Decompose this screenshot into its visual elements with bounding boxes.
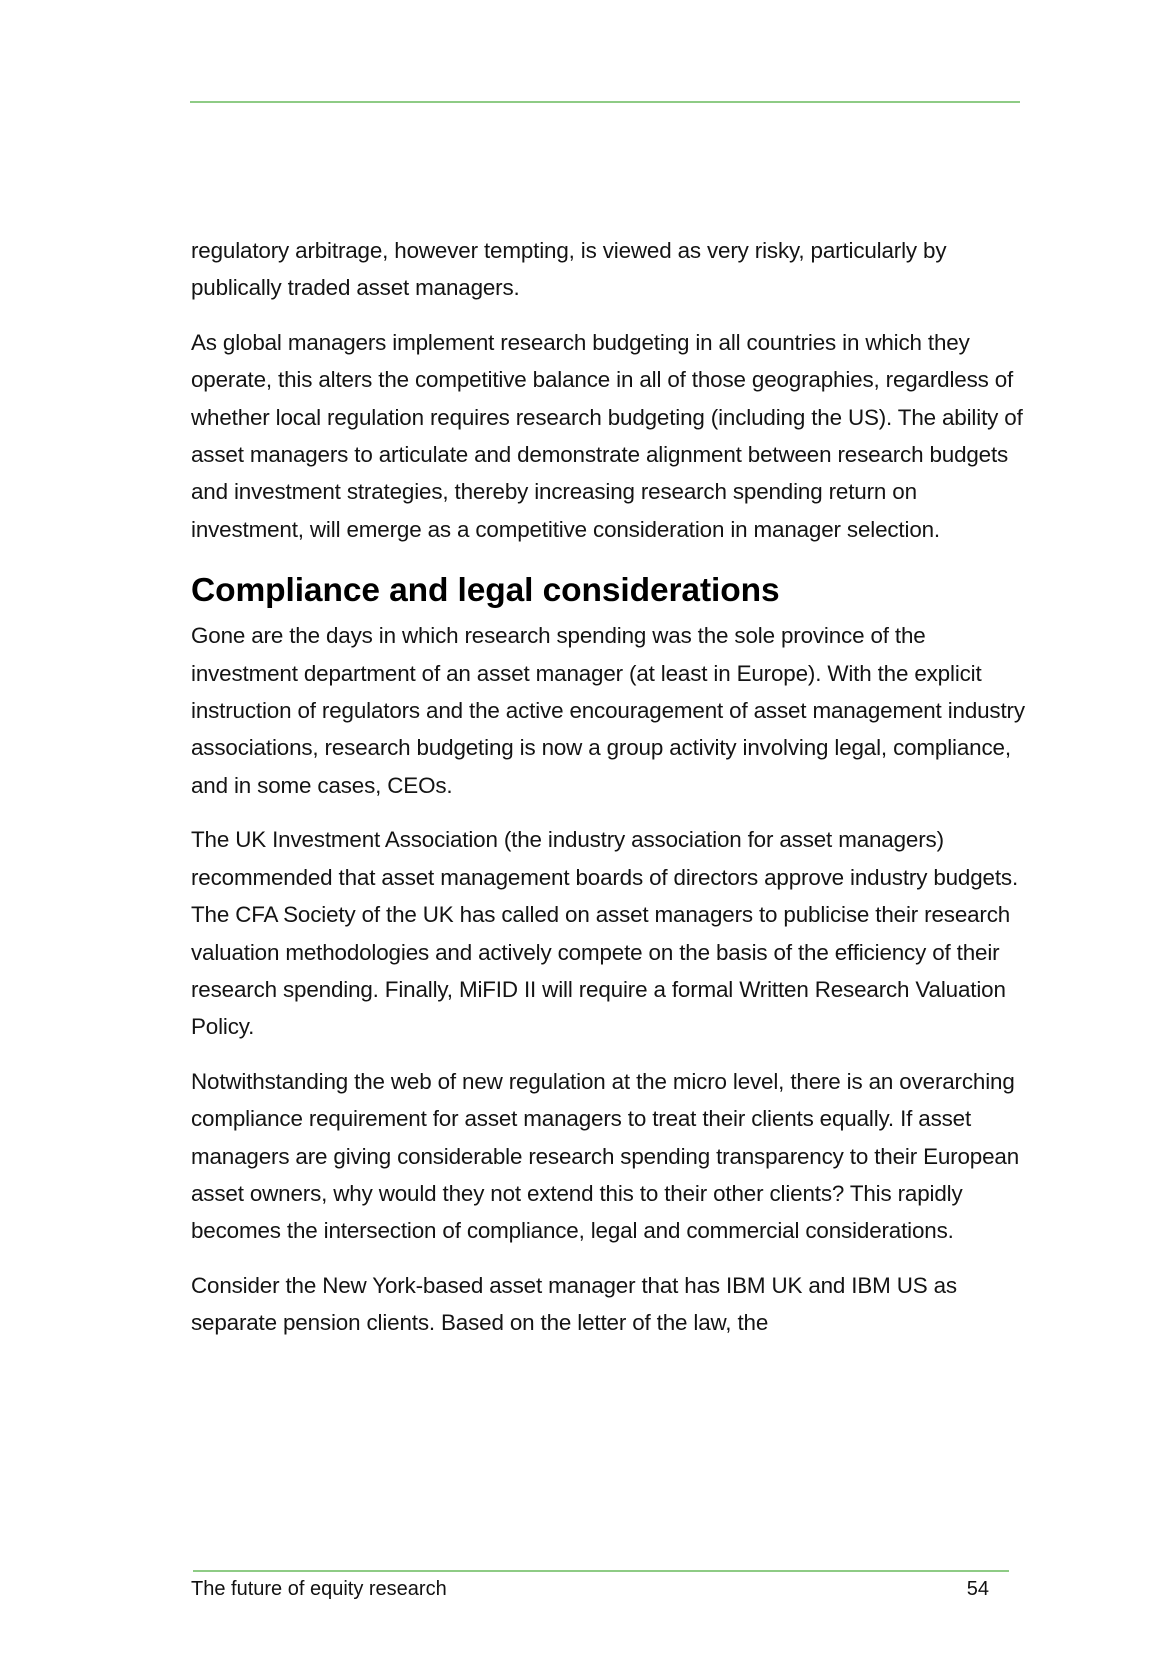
footer-document-title: The future of equity research <box>191 1578 447 1600</box>
paragraph: Consider the New York-based asset manager that has IBM UK and IBM US as separate pension clients. Based on the letter of the law, the <box>191 1272 957 1336</box>
paragraph: Gone are the days in which research spending was the sole province of the investment department of an asset manager (at least in Europe). With the explicit instruction of regulators and the active encouragement of asset management industry associations, research budgeting is now a group activity involving legal, compliance, and in some cases, CEOs. <box>191 623 1025 798</box>
paragraph: As global managers implement research budgeting in all countries in which they operate, this alters the competitive balance in all of those geographies, regardless of whether local regulation requires research budgeting (including the US). The ability of asset managers to articulate and demonstrate alignment between research budgets and investment strategies, thereby increasing research spending return on investment, will emerge as a competitive consideration in manager selection. <box>191 329 1023 542</box>
header-rule <box>190 101 1020 103</box>
paragraph: Notwithstanding the web of new regulation at the micro level, there is an overarching compliance requirement for asset managers to treat their clients equally. If asset managers are giving considerable research spending transparency to their European asset owners, why would they not extend this to their other clients? This rapidly becomes the intersection of compliance, legal and commercial considerations. <box>191 1068 1020 1244</box>
paragraph: The UK Investment Association (the industry association for asset managers) recommended that asset management boards of directors approve industry budgets. The CFA Society of the UK has called on asset managers to publicise their research valuation methodologies and actively compete on the basis of the efficiency of their research spending. Finally, MiFID II will require a formal Written Research Valuation Policy. <box>191 827 1019 1040</box>
page-footer <box>191 1576 989 1602</box>
page-content <box>191 232 1031 1359</box>
footer-rule <box>193 1570 1009 1572</box>
page-number: 54 <box>966 1578 989 1600</box>
section-heading: Compliance and legal considerations <box>191 572 780 610</box>
paragraph: regulatory arbitrage, however tempting, is viewed as very risky, particularly by publically traded asset managers. <box>191 238 947 301</box>
